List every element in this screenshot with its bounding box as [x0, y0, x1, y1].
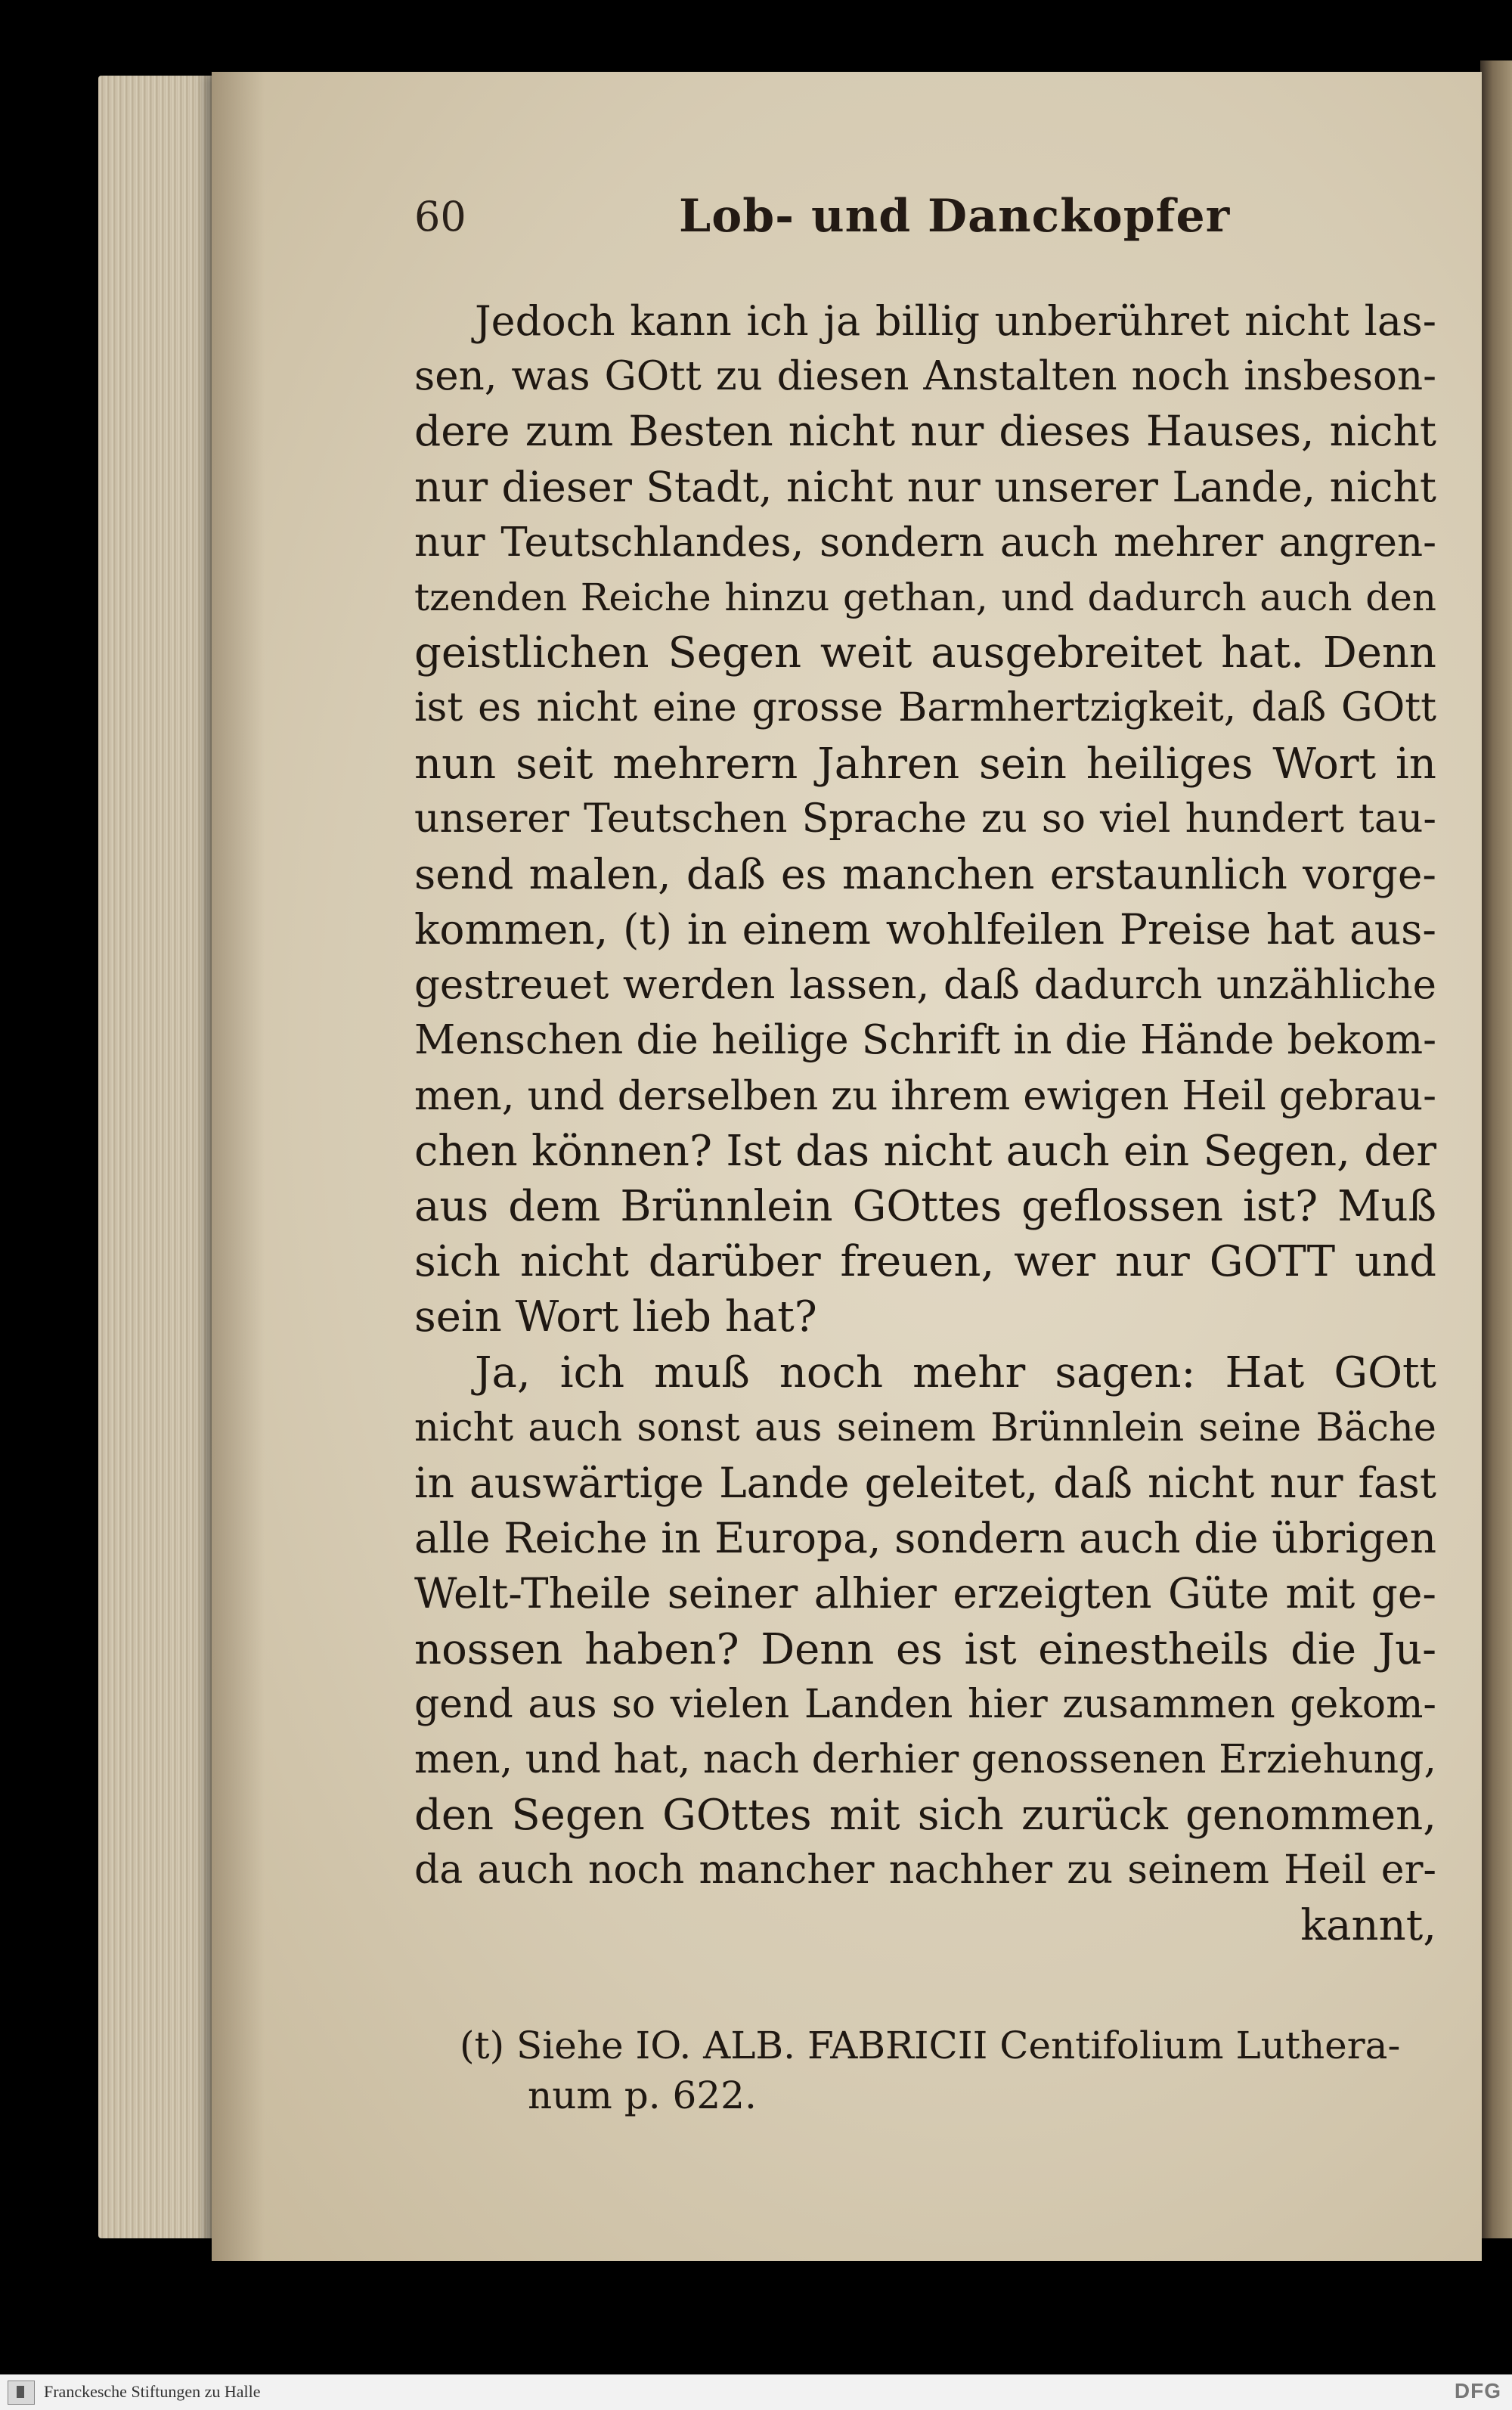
body-text — [414, 293, 1436, 1954]
text-line: Welt-Theile seiner alhier erzeigten Güte mit ge- — [414, 1569, 1436, 1618]
text-line: den Segen GOttes mit sich zurück genommen, — [414, 1791, 1436, 1841]
text-line: ist es nicht eine grosse Barmhertzigkeit, daß GOtt — [414, 685, 1436, 731]
text-line: alle Reiche in Europa, sondern auch die übrigen — [414, 1514, 1436, 1563]
text-line: sein Wort lieb hat? — [414, 1292, 817, 1342]
page-header — [414, 190, 1427, 253]
text-line: kommen, (t) in einem wohlfeilen Preise hat aus- — [414, 905, 1436, 954]
catchword: kannt, — [1300, 1901, 1436, 1951]
viewer-footer — [0, 2374, 1512, 2410]
text-line: unserer Teutschen Sprache zu so viel hundert tau- — [414, 796, 1436, 842]
text-line: dere zum Besten nicht nur dieses Hauses, nicht — [414, 407, 1436, 456]
text-line: da auch noch mancher nachher zu seinem Heil er- — [414, 1847, 1436, 1894]
text-line: gend aus so vielen Landen hier zusammen gekom- — [414, 1681, 1436, 1727]
text-line: aus dem Brünnlein GOttes geflossen ist? Muß — [414, 1182, 1436, 1231]
text-line: nun seit mehrern Jahren sein heiliges Wort in — [414, 739, 1436, 789]
footnote-line: num p. 622. — [528, 2073, 757, 2117]
text-line: sen, was GOtt zu diesen Anstalten noch insbeson- — [414, 353, 1436, 400]
institution-credit: Franckesche Stiftungen zu Halle — [44, 2382, 261, 2401]
text-line: nossen haben? Denn es ist einestheils die Ju- — [414, 1624, 1436, 1674]
text-line: men, und hat, nach derhier genossenen Erziehung, — [414, 1736, 1436, 1782]
text-line: in auswärtige Lande geleitet, daß nicht nur fast — [414, 1458, 1436, 1507]
page-number: 60 — [414, 193, 466, 240]
text-line: nur Teutschlandes, sondern auch mehrer angren- — [414, 519, 1436, 566]
text-line: Menschen die heilige Schrift in die Hände bekom- — [414, 1017, 1436, 1064]
text-line: nicht auch sonst aus seinem Brünnlein seine Bäche — [414, 1405, 1436, 1450]
running-title: Lob- und Danckopfer — [679, 190, 1231, 243]
text-line: geistlichen Segen weit ausgebreitet hat. Denn — [414, 628, 1436, 678]
text-line: Jedoch kann ich ja billig unberühret nicht las- — [475, 297, 1436, 345]
text-line: tzenden Reiche hinzu gethan, und dadurch auch den — [414, 575, 1436, 619]
text-line: men, und derselben zu ihrem ewigen Heil gebrau- — [414, 1072, 1436, 1119]
text-line: send malen, daß es manchen erstaunlich vorge- — [414, 849, 1436, 898]
text-line: sich nicht darüber freuen, wer nur GOTT und — [414, 1237, 1436, 1287]
text-line: gestreuet werden lassen, daß dadurch unzähliche — [414, 962, 1436, 1009]
dfg-logo: DFG — [1454, 2379, 1501, 2402]
text-line: Ja, ich muß noch mehr sagen: Hat GOtt — [475, 1348, 1436, 1397]
text-line: chen können? Ist das nicht auch ein Segen, der — [414, 1126, 1436, 1176]
text-line: nur dieser Stadt, nicht nur unserer Lande, nicht — [414, 462, 1436, 511]
footnote — [414, 2021, 1436, 2120]
facing-page-edge — [1480, 60, 1512, 2238]
institution-logo-icon — [8, 2381, 35, 2405]
footnote-line: (t) Siehe IO. ALB. FABRICII Centifolium Luthera- — [460, 2024, 1401, 2067]
